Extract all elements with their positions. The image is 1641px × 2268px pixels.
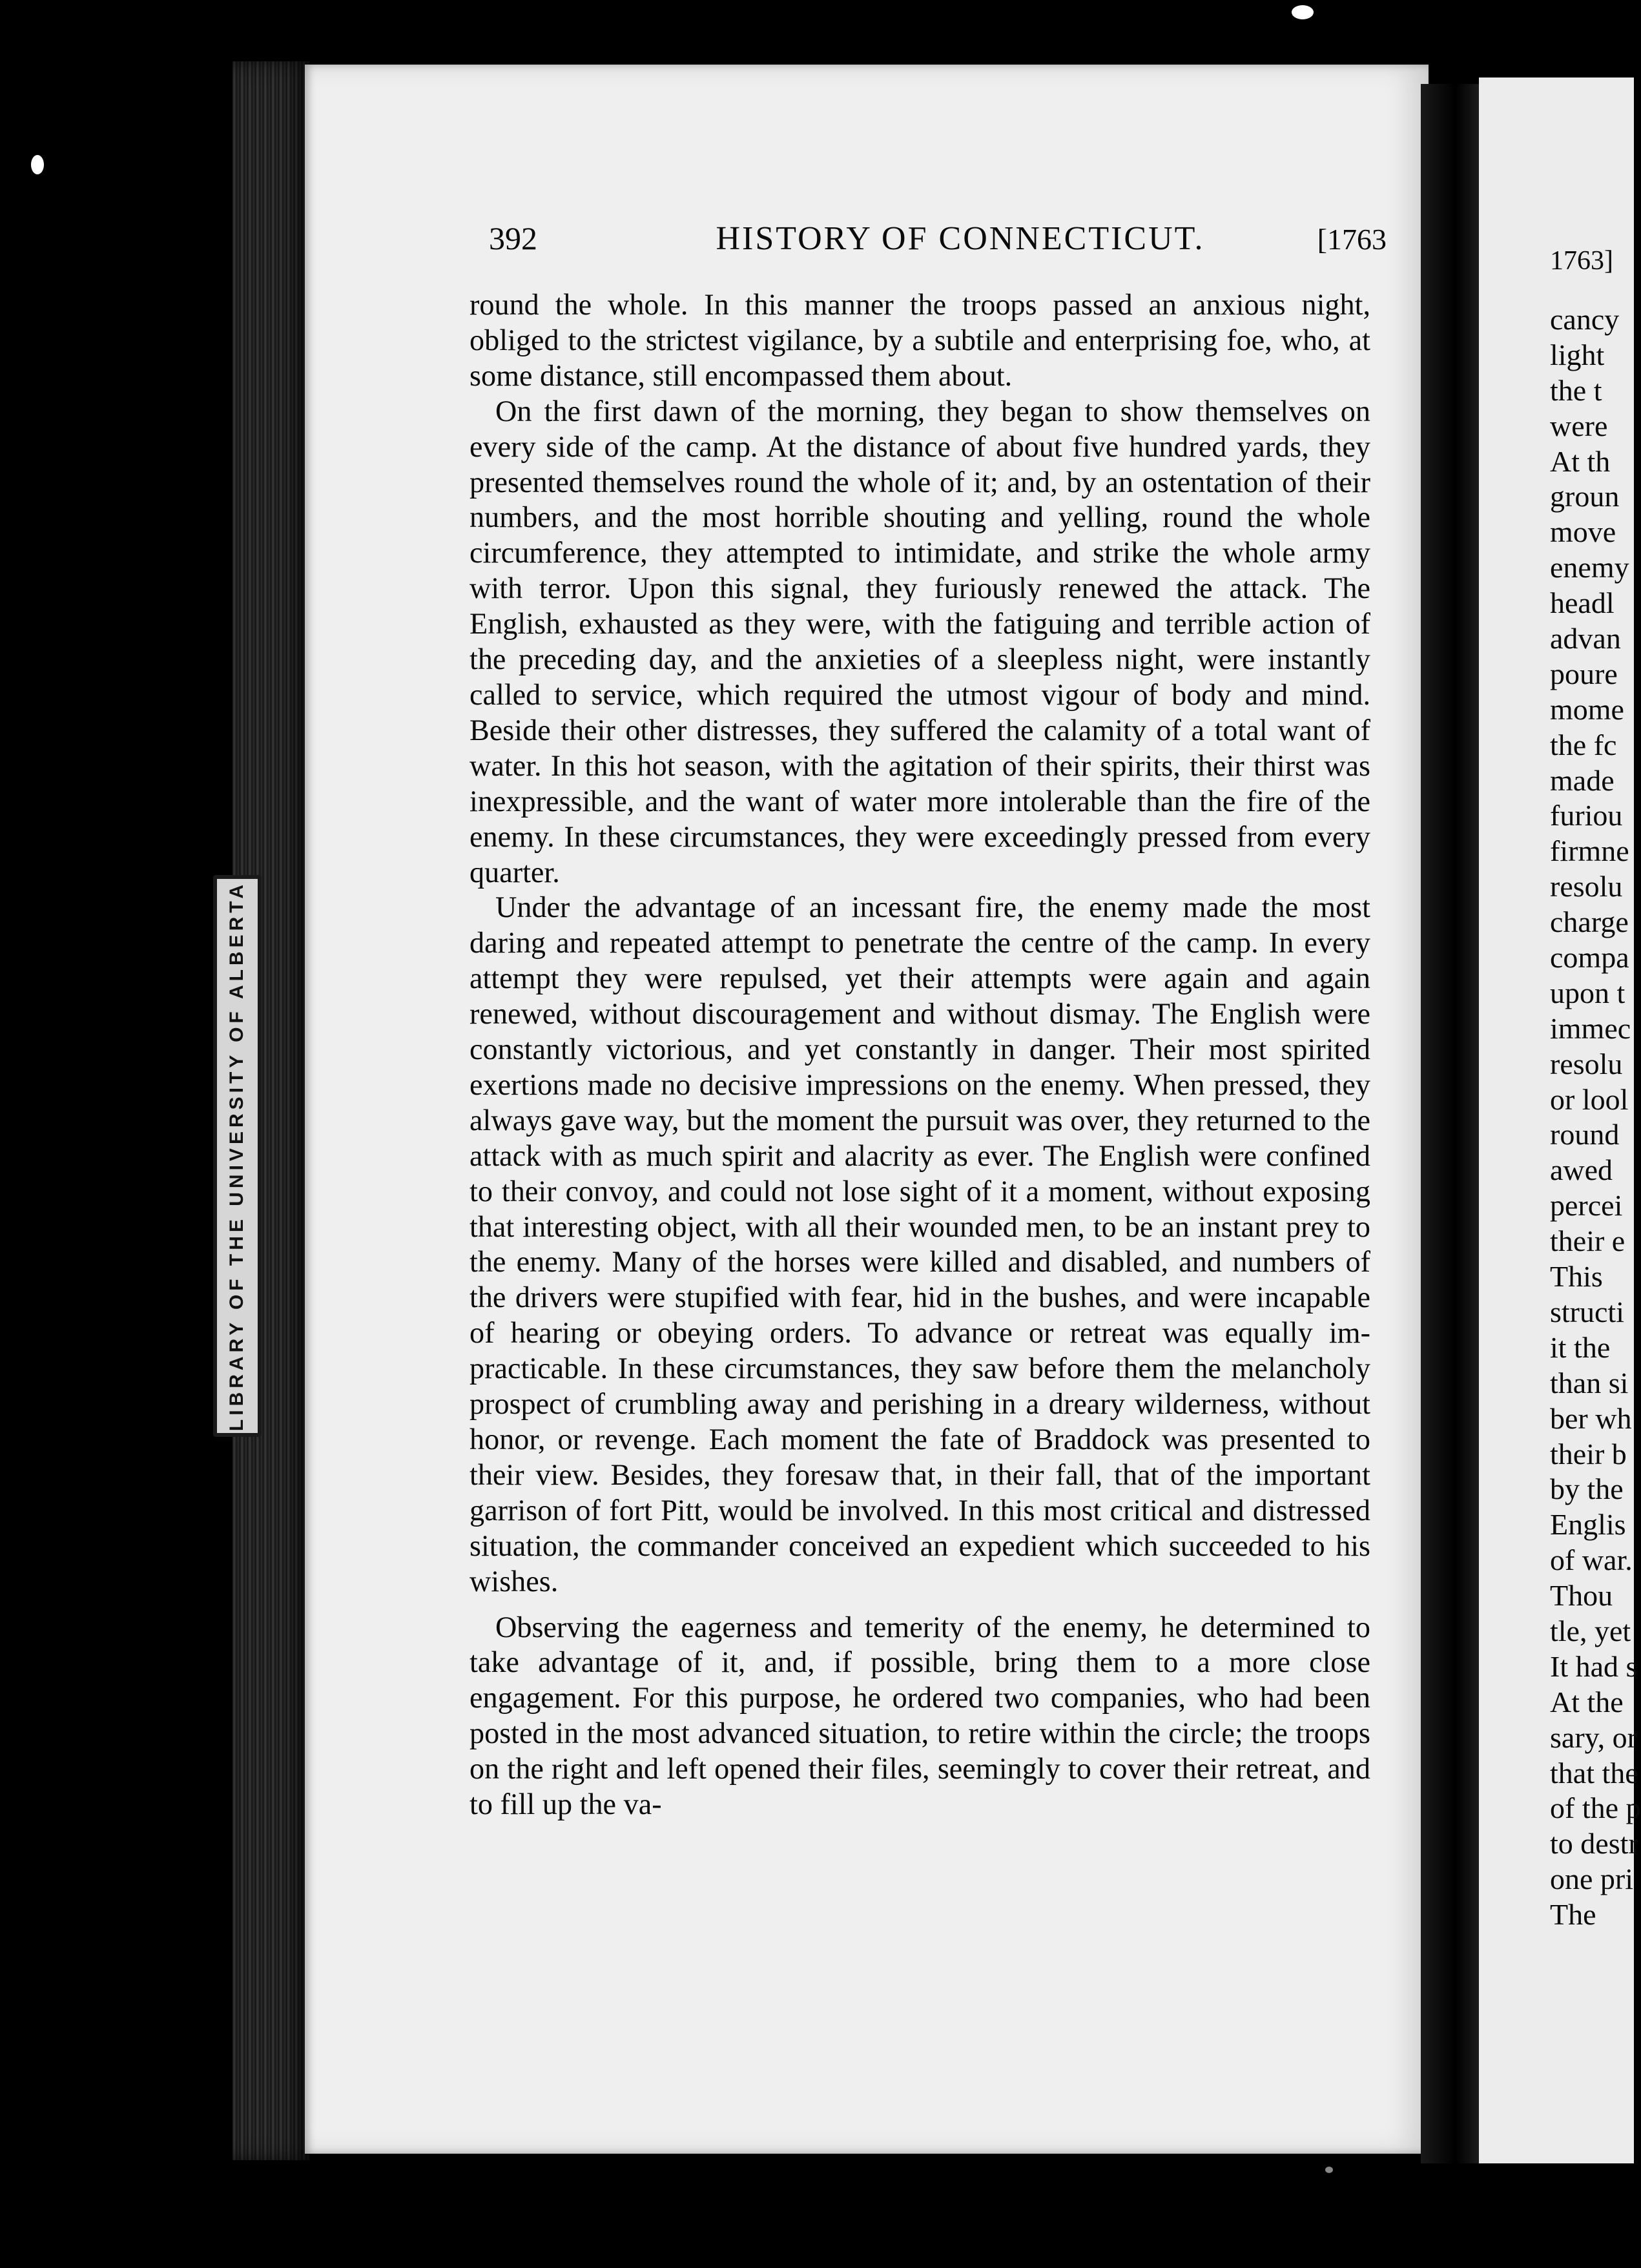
- facing-line: that the: [1550, 1756, 1638, 1789]
- paragraph-1: round the whole. In this manner the troops passed an anxious night, obliged to the strictest vigilance, by a subtile and enterprising foe, who, at some distance, still encompassed them about.: [470, 288, 1370, 392]
- facing-line: headl: [1550, 586, 1615, 620]
- facing-line: Thou: [1550, 1579, 1613, 1613]
- book-gutter: [1421, 84, 1479, 2163]
- facing-line: cancy: [1550, 303, 1620, 336]
- facing-year-marker: 1763]: [1550, 246, 1613, 276]
- facing-line: immec: [1550, 1011, 1631, 1045]
- facing-line: compa: [1550, 941, 1629, 974]
- facing-line: resolu: [1550, 1047, 1623, 1080]
- running-head: [489, 220, 1387, 291]
- body-text: [470, 287, 1370, 1822]
- facing-line: At th: [1550, 444, 1611, 478]
- facing-line: structi: [1550, 1295, 1624, 1328]
- facing-line: groun: [1550, 480, 1620, 513]
- facing-line: The: [1550, 1898, 1596, 1932]
- facing-line: round: [1550, 1118, 1620, 1151]
- facing-line: At the: [1550, 1685, 1624, 1718]
- facing-line: upon t: [1550, 976, 1626, 1009]
- facing-line: of the p: [1550, 1791, 1641, 1825]
- facing-line: their b: [1550, 1437, 1627, 1470]
- facing-line: the t: [1550, 373, 1602, 407]
- facing-line: or lool: [1550, 1082, 1629, 1116]
- facing-line: It had s: [1550, 1649, 1638, 1683]
- facing-line: it the: [1550, 1330, 1611, 1364]
- facing-line: made: [1550, 763, 1615, 797]
- facing-line: ber wh: [1550, 1401, 1632, 1435]
- facing-line: move: [1550, 515, 1616, 549]
- facing-line: enemy: [1550, 551, 1629, 584]
- facing-line: one pri: [1550, 1862, 1634, 1896]
- paragraph-2: On the first dawn of the morning, they began to show themselves on every side of the camp. At the distance of about five hundred yards, they presented themselves round the whole of it; and, by an ostentation of their numbers, and the most horrible shouting and yelling, round the whole circumference, they attempted to intimidate, and strike the whole army with terror. Upon this signal, they furiously renewed the attack. The English, exhausted as they were, with the fatiguing and terrible action of the preceding day, and the anxieties of a sleepless night, were instantly called to service, which required the utmost vigour of body and mind. Beside their other distresses, they suffered the calamity of a total want of water. In this hot season, with the agitation of their spirits, their thirst was inexpressible, and the want of water more intolerable than the fire of the enemy. In these circumstances, they were exceedingly pressed from every quarter.: [470, 394, 1370, 889]
- running-title: HISTORY OF CONNECTICUT.: [716, 220, 1205, 257]
- facing-line: charge: [1550, 905, 1629, 939]
- year-marker: [1763: [1317, 223, 1387, 256]
- library-stamp: [213, 875, 262, 1437]
- facing-line: sary, or: [1550, 1720, 1637, 1754]
- facing-line: resolu: [1550, 870, 1623, 903]
- left-page: [305, 65, 1429, 2154]
- facing-line: light: [1550, 338, 1605, 371]
- facing-line: advan: [1550, 622, 1621, 655]
- facing-line: the fc: [1550, 728, 1617, 761]
- facing-line: by the: [1550, 1472, 1624, 1506]
- scan-speck: [31, 155, 44, 174]
- facing-line-fragments: [1550, 302, 1641, 1933]
- library-stamp-text: LIBRARY OF THE UNIVERSITY OF ALBERTA: [226, 880, 248, 1432]
- facing-line: awed: [1550, 1153, 1613, 1187]
- facing-line: furiou: [1550, 799, 1623, 832]
- facing-line: This: [1550, 1260, 1603, 1294]
- facing-line: tle, yet: [1550, 1614, 1631, 1647]
- page-number: 392: [489, 220, 537, 256]
- facing-line: than si: [1550, 1366, 1629, 1399]
- facing-line: to destr: [1550, 1827, 1638, 1861]
- facing-line: firmne: [1550, 834, 1629, 868]
- scan-speck: [1325, 2167, 1333, 2173]
- facing-line: were: [1550, 409, 1608, 442]
- right-facing-page: [1479, 77, 1641, 2163]
- facing-line: Englis: [1550, 1508, 1626, 1541]
- facing-line: their e: [1550, 1224, 1626, 1258]
- facing-line: of war.: [1550, 1543, 1633, 1577]
- scan-speck: [1292, 5, 1314, 19]
- facing-line: mome: [1550, 692, 1624, 726]
- facing-line: poure: [1550, 657, 1618, 690]
- paragraph-4: Observing the eagerness and temerity of the enemy, he determined to take advantage of it, and, if possible, bring them to a more close engagement. For this purpose, he ordered two companies, who had been posted in the most advanced situation, to retire within the circle; the troops on the right and left opened their files, seemingly to cover their retreat, and to fill up the va-: [470, 1610, 1370, 1821]
- facing-line: percei: [1550, 1189, 1623, 1222]
- paragraph-3: Under the advantage of an incessant fire, the enemy made the most daring and repeated attempt to penetrate the centre of the camp. In every attempt they were repulsed, yet their attempts were again and again renewed, without discouragement and without dismay. The English were constantly victorious, and yet constantly in danger. Their most spirited exertions made no decisive impressions on the enemy. When pressed, they always gave way, but the moment the pursuit was over, they returned to the attack with as much spirit and alacrity as ever. The English were confined to their convoy, and could not lose sight of it a moment, without exposing that interesting object, with all their wounded men, to be an instant prey to the enemy. Many of the horses were killed and disabled, and numbers of the drivers were stupified with fear, hid in the bushes, and were incapable of hearing or obeying orders. To advance or retreat was equally impracticable. In these circumstances, they saw before them the melancholy prospect of crumbling away and perishing in a dreary wilderness, without honor, or revenge. Each moment the fate of Braddock was presented to their view. Besides, they foresaw that, in their fall, that of the important garrison of fort Pitt, would be involved. In this most critical and distressed situation, the commander conceived an expedient which succeeded to his wishes.: [470, 891, 1370, 1598]
